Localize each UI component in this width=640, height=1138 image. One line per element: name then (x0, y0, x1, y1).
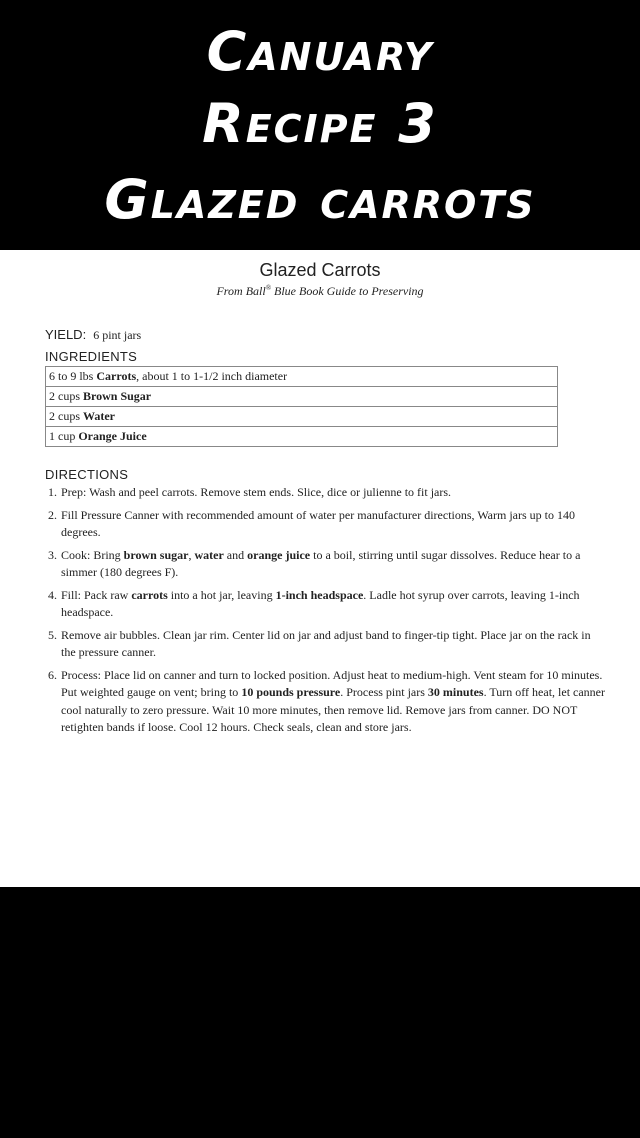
step-emphasis: 30 minutes (427, 685, 484, 699)
step-emphasis: brown sugar (123, 547, 189, 562)
yield-row (45, 327, 141, 343)
step-text: . Turn off heat, let canner cool naturally to zero pressure. Wait 10 more minutes, then remove lid. Remove jars from canner. DO NOT retighten bands if loose. Cool 12 hours. Check seals, clean and store jars. (61, 685, 605, 734)
ingredient-cell (46, 387, 558, 407)
banner-line-2: Recipe 3 (202, 92, 438, 155)
step-emphasis: orange juice (247, 547, 311, 562)
table-row (46, 427, 558, 447)
direction-step (60, 484, 605, 502)
table-row (46, 407, 558, 427)
table-row (46, 367, 558, 387)
direction-step (60, 587, 605, 622)
step-text: Prep: Wash and peel carrots. Remove stem ends. Slice, dice or julienne to fit jars. (61, 485, 452, 499)
direction-step (60, 547, 605, 582)
step-emphasis: water (194, 547, 224, 562)
ingredients-heading: INGREDIENTS (45, 349, 138, 364)
ingredient-item: Water (83, 409, 115, 423)
step-emphasis: 10 pounds pressure (241, 685, 341, 699)
ingredient-item: Orange Juice (78, 429, 147, 443)
step-text: , (188, 547, 195, 562)
step-text: into a hot jar, leaving (167, 587, 276, 602)
step-text: Fill: Pack raw (61, 587, 132, 602)
step-text: and (223, 547, 248, 562)
banner-line-3: Glazed carrots (104, 168, 536, 231)
recipe-document (0, 250, 640, 887)
step-text: Cook: Bring (61, 547, 124, 562)
directions-heading: DIRECTIONS (45, 467, 129, 482)
ingredient-qty: 6 to 9 lbs (49, 369, 97, 383)
step-emphasis: carrots (131, 587, 168, 602)
recipe-source (0, 284, 640, 299)
table-row (46, 387, 558, 407)
yield-value: 6 pint jars (93, 328, 142, 342)
ingredient-qty: 2 cups (49, 389, 83, 403)
directions-list (45, 484, 605, 742)
step-text: Process: Place lid on canner and turn to locked position. Adjust heat to medium-high. Vent steam for 10 minutes. Put weighted gauge on vent; bring to (61, 667, 603, 699)
step-text: . Process pint jars (340, 685, 428, 699)
direction-step (60, 667, 605, 737)
ingredient-cell (46, 407, 558, 427)
registered-mark: ® (265, 284, 272, 292)
banner-line-1: Canuary (206, 20, 434, 83)
ingredient-item: Carrots (96, 369, 137, 383)
source-rest: Blue Book Guide to Preserving (271, 284, 424, 298)
step-text: . Ladle hot syrup over carrots, leaving 1-inch headspace. (61, 587, 580, 619)
step-emphasis: 1-inch headspace (275, 587, 364, 602)
ingredient-note: , about 1 to 1-1/2 inch diameter (136, 369, 288, 383)
ingredient-qty: 2 cups (49, 409, 83, 423)
direction-step (60, 627, 605, 662)
ingredient-cell (46, 367, 558, 387)
ingredient-qty: 1 cup (49, 429, 79, 443)
title-banner (0, 0, 640, 250)
ingredient-item: Brown Sugar (83, 389, 152, 403)
source-from: From Ball (216, 284, 266, 298)
ingredients-table (45, 366, 558, 447)
step-text: to a boil, stirring until sugar dissolves. Reduce hear to a simmer (180 degrees F). (61, 547, 581, 579)
recipe-title: Glazed Carrots (259, 260, 381, 280)
yield-label: YIELD: (45, 327, 87, 342)
step-text: Fill Pressure Canner with recommended amount of water per manufacturer directions, Warm jars up to 140 degrees. (61, 507, 575, 539)
ingredient-cell (46, 427, 558, 447)
direction-step (60, 507, 605, 542)
step-text: Remove air bubbles. Clean jar rim. Center lid on jar and adjust band to finger-tip tight. Place jar on the rack in the pressure canner. (61, 627, 591, 659)
